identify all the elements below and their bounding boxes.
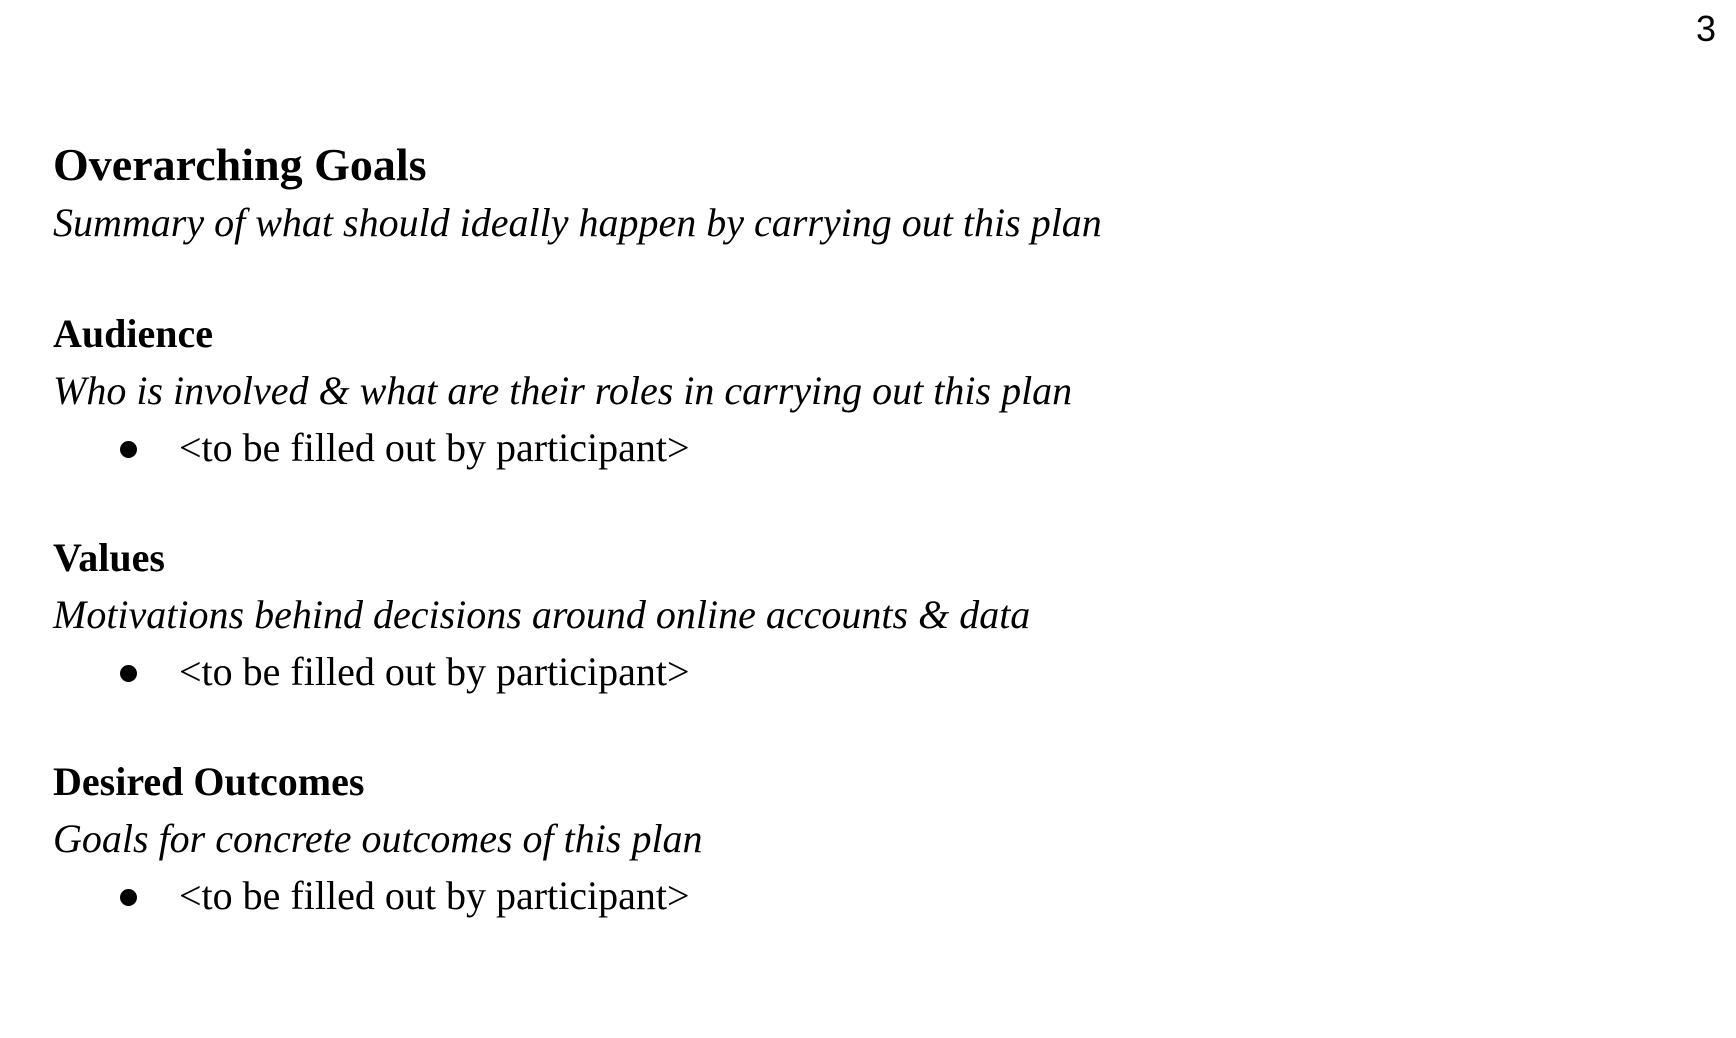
list-item	[53, 420, 1673, 476]
section-subtitle: Summary of what should ideally happen by carrying out this plan	[53, 200, 1102, 245]
section-subtitle: Who is involved & what are their roles in carrying out this plan	[53, 368, 1073, 413]
list-item	[53, 868, 1673, 924]
section-subtitle: Goals for concrete outcomes of this plan	[53, 816, 703, 861]
section-title: Desired Outcomes	[53, 759, 365, 804]
list-item	[53, 644, 1673, 700]
page-number: 3	[1695, 8, 1716, 49]
section-title: Values	[53, 535, 165, 580]
bullet-icon	[120, 665, 137, 682]
section-title: Overarching Goals	[53, 139, 427, 190]
placeholder-text: <to be filled out by participant>	[179, 649, 690, 694]
bullet-icon	[120, 889, 137, 906]
document-body	[53, 136, 1673, 924]
section-subtitle: Motivations behind decisions around online accounts & data	[53, 592, 1031, 637]
audience-section	[53, 306, 1673, 476]
overarching-goals-section	[53, 136, 1673, 252]
placeholder-text: <to be filled out by participant>	[179, 873, 690, 918]
bullet-list	[53, 420, 1673, 476]
section-title: Audience	[53, 311, 213, 356]
desired-outcomes-section	[53, 754, 1673, 924]
bullet-icon	[120, 441, 137, 458]
values-section	[53, 530, 1673, 700]
bullet-list	[53, 644, 1673, 700]
bullet-list	[53, 868, 1673, 924]
placeholder-text: <to be filled out by participant>	[179, 425, 690, 470]
